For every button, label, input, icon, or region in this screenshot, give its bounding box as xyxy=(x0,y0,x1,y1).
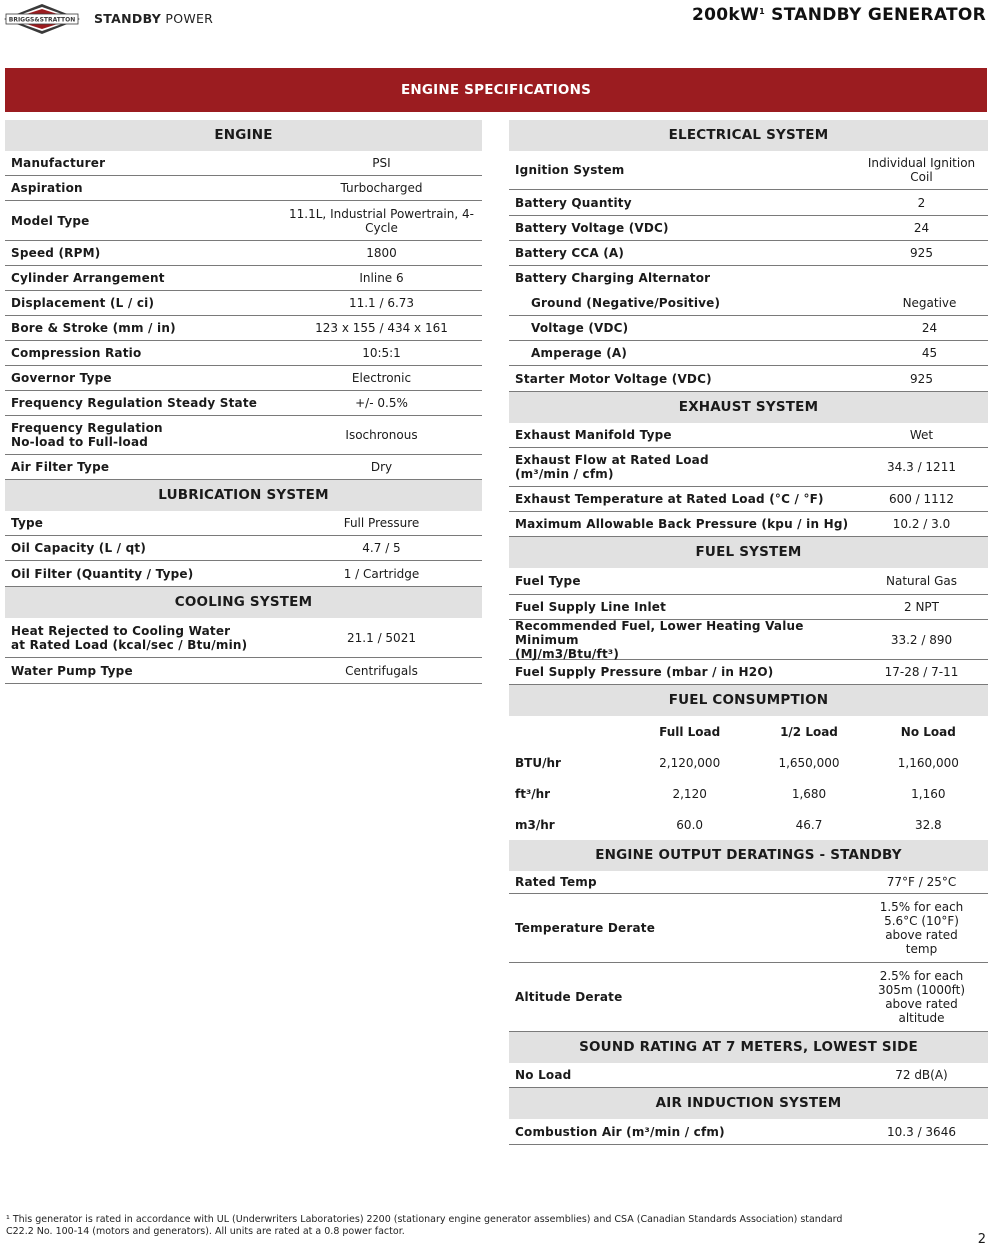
spec-row xyxy=(509,151,988,190)
spec-value-line: PSI xyxy=(372,156,391,170)
spec-value-line: 45 xyxy=(921,346,938,360)
section-title-fuel-consumption: FUEL CONSUMPTION xyxy=(509,685,988,716)
spec-row xyxy=(5,455,482,480)
spec-label-line: Temperature Derate xyxy=(515,921,656,935)
spec-row xyxy=(5,618,482,658)
spec-row xyxy=(509,266,988,290)
spec-label xyxy=(509,600,855,614)
consumption-header-row xyxy=(509,716,988,747)
spec-value xyxy=(855,517,988,531)
spec-row xyxy=(509,448,988,487)
spec-value xyxy=(855,221,988,235)
spec-value-line: 10:5:1 xyxy=(362,346,401,360)
spec-value-line: 4.7 / 5 xyxy=(362,541,401,555)
spec-value xyxy=(855,969,988,1025)
deratings-table xyxy=(509,871,988,1032)
spec-value-line: 600 / 1112 xyxy=(888,492,955,506)
spec-label-line: Ignition System xyxy=(515,163,625,177)
sound-table xyxy=(509,1063,988,1088)
document-title: $200kW^1$ STANDBY GENERATOR xyxy=(692,5,986,25)
spec-value-line: 24 xyxy=(913,221,930,235)
spec-value-line: Dry xyxy=(370,460,393,474)
page-header xyxy=(0,0,1000,40)
spec-value-line: altitude xyxy=(898,1011,945,1025)
spec-label xyxy=(509,665,855,679)
spec-value xyxy=(871,346,988,360)
spec-label-line: Manufacturer xyxy=(11,156,106,170)
spec-value-line: 2.5% for each xyxy=(879,969,964,983)
cooling-table xyxy=(5,618,482,684)
spec-label-line: Compression Ratio xyxy=(11,346,142,360)
spec-label xyxy=(5,541,281,555)
spec-value xyxy=(855,372,988,386)
spec-label-line: Rated Temp xyxy=(515,875,597,889)
spec-value xyxy=(855,428,988,442)
spec-label-line: Altitude Derate xyxy=(515,990,623,1004)
consumption-row xyxy=(509,778,988,809)
spec-row xyxy=(509,660,988,685)
spec-label-line: Oil Filter (Quantity / Type) xyxy=(11,566,194,581)
briggs-stratton-logo xyxy=(3,3,81,35)
spec-row xyxy=(509,290,988,316)
spec-row xyxy=(5,176,482,201)
svg-text:BRIGGS&STRATTON: BRIGGS&STRATTON xyxy=(8,16,76,24)
consumption-value: 2,120 xyxy=(672,786,707,801)
consumption-header-cell: No Load xyxy=(900,724,956,739)
spec-row xyxy=(5,341,482,366)
spec-row xyxy=(509,620,988,660)
spec-value-line: Wet xyxy=(909,428,934,442)
spec-label xyxy=(509,428,855,442)
spec-row xyxy=(509,316,988,341)
spec-value xyxy=(281,567,482,581)
spec-label xyxy=(5,396,281,410)
consumption-row xyxy=(509,809,988,840)
spec-value xyxy=(871,321,988,335)
spec-label-line: Oil Capacity (L / qt) xyxy=(11,541,147,555)
spec-label-line: Cylinder Arrangement xyxy=(11,271,165,285)
spec-row xyxy=(509,512,988,537)
consumption-label: m3/hr xyxy=(515,817,555,832)
spec-label-line: Governor Type xyxy=(11,371,112,385)
spec-row xyxy=(5,416,482,455)
right-column xyxy=(509,120,988,1145)
spec-value-line: 2 xyxy=(917,195,926,210)
consumption-label: BTU/hr xyxy=(515,755,561,770)
spec-value-line: temp xyxy=(905,942,938,956)
spec-value xyxy=(855,1125,988,1139)
spec-row xyxy=(509,423,988,448)
spec-value-line: Negative xyxy=(902,295,957,310)
spec-value xyxy=(281,516,482,530)
spec-label-line: Aspiration xyxy=(11,181,83,195)
air-induction-table xyxy=(509,1119,988,1145)
spec-label-line: Type xyxy=(11,516,44,530)
spec-label xyxy=(5,271,281,285)
spec-label xyxy=(509,921,855,935)
spec-label xyxy=(509,453,855,481)
spec-value-line: 5.6°C (10°F) xyxy=(884,914,959,928)
spec-label xyxy=(5,321,281,335)
spec-row xyxy=(5,201,482,241)
spec-value-line: 11.1 / 6.73 xyxy=(348,296,415,310)
engine-table xyxy=(5,151,482,480)
spec-label-line: Speed (RPM) xyxy=(11,246,101,260)
spec-label-line: Amperage (A) xyxy=(531,346,628,360)
spec-row xyxy=(509,190,988,216)
spec-label-line: Model Type xyxy=(11,213,90,228)
section-title-electrical: ELECTRICAL SYSTEM xyxy=(509,120,988,151)
spec-label-line: Fuel Supply Line Inlet xyxy=(515,600,667,614)
spec-value-line: Natural Gas xyxy=(886,574,957,588)
spec-value-line: Isochronous xyxy=(345,428,418,442)
section-title-exhaust: EXHAUST SYSTEM xyxy=(509,392,988,423)
spec-value-line: 305m (1000ft) xyxy=(877,983,966,997)
exhaust-table xyxy=(509,423,988,537)
spec-value-line: Electronic xyxy=(351,371,412,385)
specs-banner: ENGINE SPECIFICATIONS xyxy=(5,68,987,112)
section-title-fuel: FUEL SYSTEM xyxy=(509,537,988,568)
spec-row xyxy=(509,871,988,894)
spec-label xyxy=(5,181,281,195)
spec-label-line: Battery Quantity xyxy=(515,195,632,210)
spec-label xyxy=(509,246,855,260)
consumption-value: 32.8 xyxy=(914,817,942,832)
spec-label xyxy=(5,371,281,385)
spec-label-line: No Load xyxy=(515,1068,572,1082)
spec-value xyxy=(281,460,482,474)
section-title-air-induction: AIR INDUCTION SYSTEM xyxy=(509,1088,988,1119)
spec-row xyxy=(509,1119,988,1145)
spec-label xyxy=(509,296,871,310)
consumption-value: 1,160,000 xyxy=(897,755,959,770)
spec-value-line: 17-28 / 7-11 xyxy=(884,665,959,679)
spec-row xyxy=(509,487,988,512)
spec-value xyxy=(855,156,988,184)
section-title-sound: SOUND RATING AT 7 METERS, LOWEST SIDE xyxy=(509,1032,988,1063)
spec-label xyxy=(509,163,855,177)
spec-value xyxy=(855,1068,988,1082)
spec-value xyxy=(281,296,482,310)
spec-label-line: Displacement (L / ci) xyxy=(11,296,155,310)
consumption-header-cell: 1/2 Load xyxy=(780,724,838,739)
spec-label xyxy=(5,460,281,474)
spec-value xyxy=(281,207,482,235)
spec-label xyxy=(509,1125,855,1139)
spec-value xyxy=(281,271,482,285)
spec-label xyxy=(509,321,871,335)
spec-label-line: Fuel Type xyxy=(515,574,581,588)
section-title-deratings: ENGINE OUTPUT DERATINGS - STANDBY xyxy=(509,840,988,871)
spec-value-line: 10.2 / 3.0 xyxy=(892,517,951,531)
spec-row xyxy=(509,894,988,963)
consumption-value: 46.7 xyxy=(795,817,823,832)
spec-value xyxy=(281,371,482,385)
spec-label-line: Exhaust Manifold Type xyxy=(515,428,672,442)
spec-value xyxy=(281,631,482,645)
left-column xyxy=(5,120,482,684)
spec-row xyxy=(5,366,482,391)
spec-value-line: 34.3 / 1211 xyxy=(887,460,956,474)
spec-label-line: Water Pump Type xyxy=(11,663,133,678)
consumption-label: ft³/hr xyxy=(515,786,551,801)
spec-value-line: +/- 0.5% xyxy=(355,396,408,410)
spec-value xyxy=(281,346,482,360)
spec-row xyxy=(509,1063,988,1088)
spec-value xyxy=(281,541,482,555)
spec-value-line: Turbocharged xyxy=(340,181,423,195)
spec-row xyxy=(5,561,482,587)
spec-value xyxy=(855,246,988,260)
spec-label xyxy=(5,346,281,360)
section-title-cooling: COOLING SYSTEM xyxy=(5,587,482,618)
consumption-value: 2,120,000 xyxy=(659,755,721,770)
spec-value-line: above rated xyxy=(885,997,958,1011)
spec-value xyxy=(855,665,988,679)
spec-label xyxy=(5,214,281,228)
spec-row xyxy=(5,266,482,291)
section-title-lubrication: LUBRICATION SYSTEM xyxy=(5,480,482,511)
spec-value-line: Full Pressure xyxy=(343,516,420,530)
spec-value-line: 72 dB(A) xyxy=(895,1068,948,1082)
spec-label-line: Exhaust Flow at Rated Load xyxy=(515,453,709,467)
spec-label-line: Ground (Negative/Positive) xyxy=(531,295,721,310)
spec-value xyxy=(855,196,988,210)
spec-label-line: Voltage (VDC) xyxy=(531,321,629,335)
spec-row xyxy=(509,341,988,366)
spec-value-line: 1 / Cartridge xyxy=(343,566,420,581)
spec-label xyxy=(509,875,855,889)
spec-row xyxy=(5,536,482,561)
spec-row xyxy=(5,658,482,684)
spec-value-line: 1800 xyxy=(366,246,397,260)
spec-label xyxy=(5,624,281,652)
spec-row xyxy=(5,511,482,536)
spec-label xyxy=(509,619,855,661)
spec-value-line: Individual Ignition xyxy=(867,156,976,170)
spec-value xyxy=(281,181,482,195)
spec-value xyxy=(281,321,482,335)
spec-label-line: Battery Charging Alternator xyxy=(515,271,711,285)
spec-label-line: Air Filter Type xyxy=(11,460,110,474)
consumption-value: 60.0 xyxy=(676,817,704,832)
spec-label xyxy=(5,516,281,530)
spec-label xyxy=(5,567,281,581)
spec-value-line: 10.3 / 3646 xyxy=(887,1124,956,1139)
spec-label-line: No-load to Full-load xyxy=(11,435,149,449)
spec-value-line: 24 xyxy=(921,321,938,335)
consumption-header-cell: Full Load xyxy=(659,724,721,739)
spec-value-line: 925 xyxy=(910,371,933,386)
spec-value xyxy=(281,156,482,170)
spec-label xyxy=(509,492,855,506)
spec-label xyxy=(509,372,855,386)
spec-label-line: (MJ/m3/Btu/ft³) xyxy=(515,646,620,661)
spec-value-line: 2 NPT xyxy=(904,600,939,614)
spec-label-line: Frequency Regulation xyxy=(11,421,163,435)
spec-value-line: 925 xyxy=(910,246,933,260)
spec-label xyxy=(509,196,855,210)
spec-value xyxy=(281,246,482,260)
spec-value xyxy=(855,574,988,588)
spec-label xyxy=(509,517,855,531)
spec-label-line: Bore & Stroke (mm / in) xyxy=(11,321,176,335)
spec-value xyxy=(855,633,988,647)
spec-label-line: Exhaust Temperature at Rated Load (°C / °F) xyxy=(515,492,824,506)
spec-row xyxy=(5,291,482,316)
spec-value-line: 11.1L, Industrial Powertrain, 4-Cycle xyxy=(289,206,474,235)
consumption-value: 1,160 xyxy=(911,786,946,801)
spec-label xyxy=(509,346,871,360)
spec-label-line: Battery CCA (A) xyxy=(515,246,625,260)
spec-row xyxy=(5,241,482,266)
spec-label xyxy=(5,664,281,678)
spec-value xyxy=(855,600,988,614)
spec-label-line: at Rated Load (kcal/sec / Btu/min) xyxy=(11,637,248,652)
spec-value xyxy=(855,460,988,474)
spec-value xyxy=(855,900,988,956)
spec-value xyxy=(855,875,988,889)
lubrication-table xyxy=(5,511,482,587)
spec-value xyxy=(281,428,482,442)
spec-label-line: Battery Voltage (VDC) xyxy=(515,221,669,235)
spec-label-line: Starter Motor Voltage (VDC) xyxy=(515,371,712,386)
spec-label xyxy=(5,296,281,310)
page-number: 2 xyxy=(977,1232,986,1247)
spec-label xyxy=(509,574,855,588)
consumption-row xyxy=(509,747,988,778)
electrical-table xyxy=(509,151,988,392)
spec-row xyxy=(509,366,988,392)
spec-value-line: 77°F / 25°C xyxy=(886,875,957,889)
spec-row xyxy=(509,241,988,266)
fuel-consumption-table xyxy=(509,716,988,840)
spec-value-line: 33.2 / 890 xyxy=(890,632,953,647)
spec-row xyxy=(509,216,988,241)
consumption-value: 1,650,000 xyxy=(778,755,840,770)
spec-label xyxy=(509,221,855,235)
fuel-table xyxy=(509,568,988,685)
footnote: ¹ This generator is rated in accordance with UL (Underwriters Laboratories) 2200 (stationary engine generator assemblies) and CSA (Canadian Standards Association) standard C22.2 No. 100-14 (motors and generators). All units are rated at a 0.8 power factor. xyxy=(6,1214,843,1237)
spec-label-line: Combustion Air (m³/min / cfm) xyxy=(515,1124,725,1139)
spec-label-line: Recommended Fuel, Lower Heating Value Minimum xyxy=(515,618,804,647)
spec-label-line: Maximum Allowable Back Pressure (kpu / in Hg) xyxy=(515,517,849,531)
section-title-engine: ENGINE xyxy=(5,120,482,151)
spec-value-line: Coil xyxy=(910,170,933,184)
spec-value-line: above rated xyxy=(885,928,958,942)
spec-value xyxy=(855,492,988,506)
spec-label xyxy=(509,1068,855,1082)
spec-value-line: Inline 6 xyxy=(359,271,404,285)
spec-label-line: Fuel Supply Pressure (mbar / in H2O) xyxy=(515,665,774,679)
brand-subtitle: STANDBY POWER xyxy=(94,11,214,26)
spec-row xyxy=(509,963,988,1032)
spec-value xyxy=(281,396,482,410)
spec-value-line: 1.5% for each xyxy=(879,900,964,914)
spec-label-line: Heat Rejected to Cooling Water xyxy=(11,623,231,638)
spec-label xyxy=(5,156,281,170)
spec-row xyxy=(5,391,482,416)
spec-label xyxy=(5,421,281,449)
spec-value xyxy=(871,296,988,310)
spec-label xyxy=(509,271,855,285)
consumption-value: 1,680 xyxy=(791,786,827,801)
spec-row xyxy=(509,568,988,595)
spec-value-line: Centrifugals xyxy=(345,663,418,678)
spec-label xyxy=(509,990,855,1004)
spec-value xyxy=(281,664,482,678)
spec-row xyxy=(5,316,482,341)
spec-row xyxy=(5,151,482,176)
spec-value-line: 21.1 / 5021 xyxy=(347,630,416,645)
spec-label-line: (m³/min / cfm) xyxy=(515,467,614,481)
spec-label xyxy=(5,246,281,260)
spec-label-line: Frequency Regulation Steady State xyxy=(11,396,258,410)
spec-value-line: 123 x 155 / 434 x 161 xyxy=(315,321,448,335)
spec-row xyxy=(509,595,988,620)
